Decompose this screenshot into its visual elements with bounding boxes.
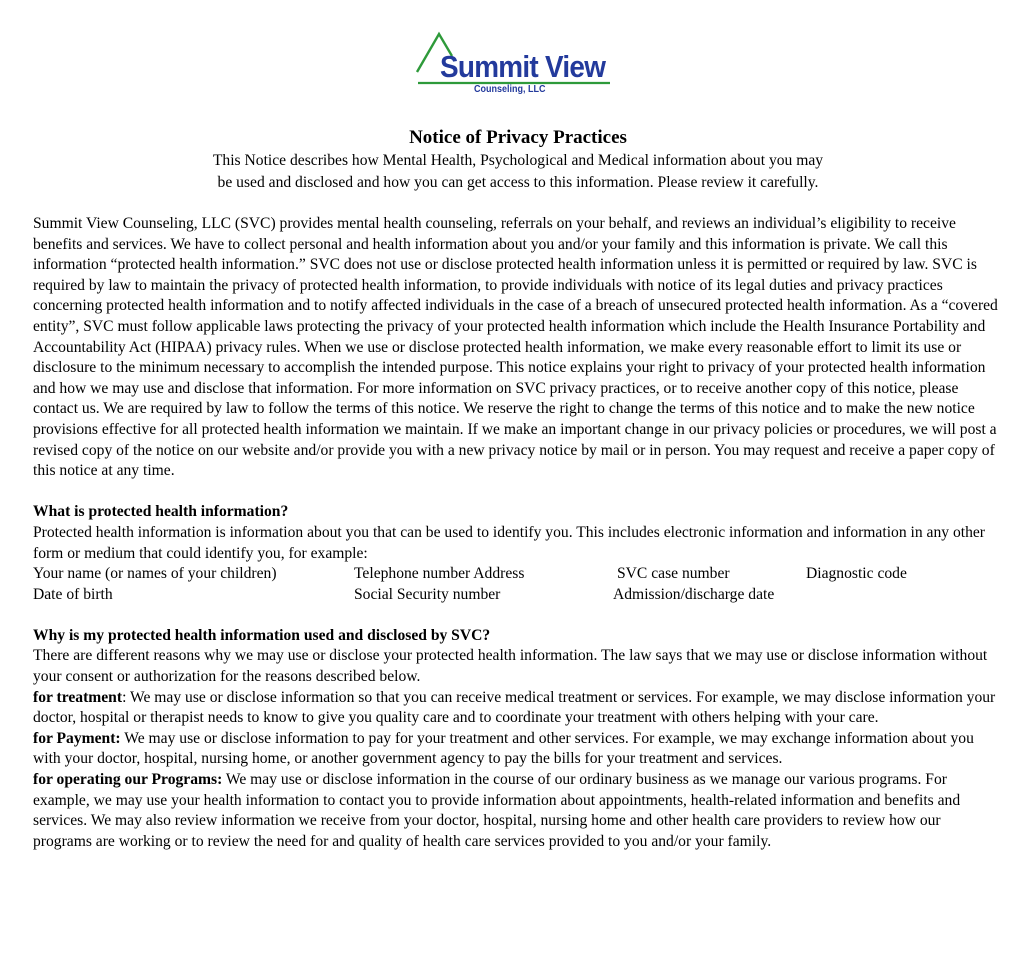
- operations-paragraph: [33, 770, 1001, 852]
- logo-name: Summit View: [440, 49, 606, 84]
- payment-paragraph: [33, 729, 1001, 770]
- phi-examples-list: [33, 564, 1001, 605]
- section-body-phi: Protected health information is information about you that can be used to identify you. This includes electronic information and information in any other form or medium that could identify you, for example:: [33, 523, 985, 562]
- treatment-text: : We may use or disclose information so that you can receive medical treatment or services. For example, we may disclose information your doctor, hospital or therapist needs to know to give you quality care and to coordinate your treatment with others helping with your care.: [33, 688, 996, 727]
- phi-example: SVC case number: [617, 565, 730, 583]
- logo-subtitle: Counseling, LLC: [474, 84, 546, 95]
- phi-example: Date of birth: [33, 585, 113, 603]
- payment-text: We may use or disclose information to pay for your treatment and other services. For example, we may exchange information about you with your doctor, hospital, nursing home, or another government agency to pay the bills for your treatment and services.: [33, 729, 974, 768]
- section-body-uses: There are different reasons why we may use or disclose your protected health information. The law says that we may use or disclose information without your consent or authorization for the reasons described below.: [33, 647, 988, 686]
- phi-example: Admission/discharge date: [613, 585, 775, 603]
- notice-subtitle: [0, 150, 1036, 193]
- notice-body: [33, 214, 1001, 852]
- phi-example: Social Security number: [354, 585, 501, 603]
- section-heading-uses: Why is my protected health information used and disclosed by SVC?: [33, 626, 491, 644]
- operations-text: We may use or disclose information in the course of our ordinary business as we manage our various programs. For example, we may use your health information to contact you to provide information about appointments, health-related information and benefits and services. We may also review information we receive from your doctor, hospital, nursing home and other health care providers to review how our programs are working or to review the need for and quality of health care services provided to you and/or your family.: [33, 771, 961, 850]
- treatment-label: for treatment: [33, 688, 123, 706]
- treatment-paragraph: [33, 688, 1001, 729]
- page-title: Notice of Privacy Practices: [409, 127, 627, 148]
- summit-view-logo: [414, 28, 614, 100]
- phi-example: Diagnostic code: [806, 565, 907, 583]
- section-heading-phi: What is protected health information?: [33, 503, 289, 521]
- phi-example: Telephone number Address: [354, 565, 525, 583]
- phi-example: Your name (or names of your children): [33, 565, 277, 583]
- payment-label: for Payment:: [33, 729, 121, 747]
- operations-label: for operating our Programs:: [33, 771, 223, 789]
- intro-paragraph: Summit View Counseling, LLC (SVC) provides mental health counseling, referrals on your behalf, and reviews an individual’s eligibility to receive benefits and services. We have to collect personal and health information about you and/or your family and this information is private. We call this information “protected health information.” SVC does not use or disclose protected health information unless it is permitted or required by law. SVC is required by law to maintain the privacy of protected health information, to provide individuals with notice of its legal duties and privacy practices concerning protected health information and to notify affected individuals in the case of a breach of unsecured protected health information. As a “covered entity”, SVC must follow applicable laws protecting the privacy of your protected health information which include the Health Insurance Portability and Accountability Act (HIPAA) privacy rules. When we use or disclose protected health information, we make every reasonable effort to limit its use or disclosure to the minimum necessary to accomplish the intended purpose. This notice explains your right to privacy of your protected health information and how we may use and disclose that information. For more information on SVC privacy practices, or to receive another copy of this notice, please contact us. We are required by law to follow the terms of this notice. We reserve the right to change the terms of this notice and to make the new notice provisions effective for all protected health information we maintain. If we make an important change in our privacy policies or procedures, we will post a revised copy of the notice on our website and/or provide you with a new privacy notice by mail or in person. You may request and receive a paper copy of this notice at any time.: [33, 215, 998, 480]
- subtitle-line: This Notice describes how Mental Health, Psychological and Medical information about you may: [212, 152, 824, 169]
- subtitle-line: be used and disclosed and how you can get access to this information. Please review it carefully.: [217, 173, 819, 191]
